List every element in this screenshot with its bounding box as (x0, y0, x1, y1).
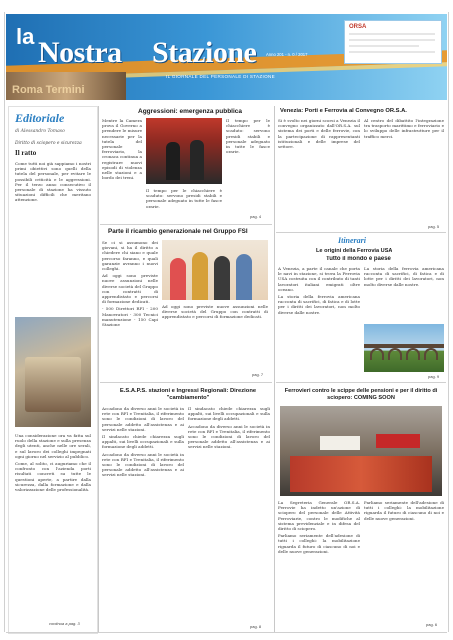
esaps-left-extra: Accadono da diverso anni le società in rete con RFI e Trenitalia, il riferimento sono le condizioni di lavoro del personale addetto all'assistenza e ai servizi nelle stazioni. (102, 451, 184, 478)
editorial-photo (15, 317, 91, 427)
strike-photo-banner (320, 436, 360, 450)
history-kicker: Itinerari (338, 236, 367, 245)
aggression-article (100, 106, 272, 225)
renewal-page-ref: pag. 7 (252, 372, 264, 377)
renewal-title: Parte il ricambio generazionale nel Gruppo FSI (108, 228, 248, 235)
venice-page-ref: pag. 5 (428, 224, 440, 229)
editorial-subtitle: Diritto di sciopero e sicurezza (15, 141, 82, 146)
renewal-list: - 500 Direttori RFI - 200 Manovratori - 300 Tecnici manutenzione - 150 Capi Stazione (102, 306, 158, 328)
bridge-arch (406, 348, 420, 360)
esaps-article (100, 386, 272, 632)
masthead-strip-text: Roma Termini (12, 84, 85, 96)
editorial-paragraph-2: Una considerazione ora va fatta sul ruolo della stazione e sulla presenza degli utenti, anche nelle ore serali, e sul lavoro dei colleghi impegnati ogni giorno nel servizio al pubblico. (15, 433, 91, 459)
strike-title: Ferrovieri contro le scippe delle pensioni e per il diritto di sciopero: COMING SOON (284, 388, 438, 401)
history-subtitle: Tutto il mondo è paese (326, 256, 391, 262)
renewal-photo-person (192, 252, 208, 300)
strike-text-left (278, 500, 360, 626)
bridge-arch (370, 348, 384, 360)
orsa-box-line (349, 33, 435, 35)
editorial-heading: Il ratto (15, 149, 37, 157)
bridge-arch (424, 348, 438, 360)
column-separator (274, 106, 275, 632)
venice-article (276, 106, 446, 233)
strike-photo-crowd (290, 456, 432, 492)
esaps-paragraph-2: Il sindacato chiede chiarezza sugli appalti, sui livelli occupazionali e sulla formazione degli addetti. (102, 434, 184, 450)
aggression-text-right (226, 118, 270, 210)
aggression-page-ref: pag. 4 (250, 214, 262, 219)
editorial-kicker: Editoriale (15, 111, 65, 125)
editorial-column (8, 106, 98, 634)
editorial-paragraph-1: Come tutti noi già sappiamo i nostri primi obiettivi sono quelli della tutela del personale, per evitare le possibili criticità e le aggressioni. Per il terzo anno consecutivo il personale di stazione ha vissuto situazioni difficili che meritano attenzione. (15, 161, 91, 203)
aggression-photo (146, 118, 222, 184)
orsa-box-line (349, 39, 435, 41)
venice-paragraph-1: Si è svolto nei giorni scorsi a Venezia il convegno organizzato dall'OR.S.A. sul sistema dei porti e delle ferrovie, con la partecipazione di rappresentanti istituzionali e delle imprese del settore. (278, 118, 360, 150)
aggression-photo-figure (166, 142, 180, 180)
renewal-paragraph-1: Se ci si assumono dei giovani, si ha il diritto a chiedere chi siano e quale percorso faranno, e quali garanzie avranno i nuovi colleghi. (102, 240, 158, 272)
editorial-photo-subject (25, 357, 81, 412)
strike-paragraph-2: Parliamo seriamente dell'adesione di tutti i colleghi: la mobilitazione riguarda il futuro di ciascuno di noi e delle nuove generazioni. (364, 500, 444, 521)
masthead-subtitle: IL GIORNALE DEL PERSONALE DI STAZIONE (166, 74, 275, 79)
renewal-photo (162, 240, 268, 300)
editorial-text-top (15, 161, 91, 311)
history-page-ref: pag. 9 (428, 374, 440, 379)
editorial-text-bottom (15, 433, 91, 613)
orsa-box-line (349, 45, 419, 47)
strike-photo (280, 406, 442, 496)
history-paragraph-2: La storia della ferrovia americana racconta di sacrifici, di fatica e di lotte per i diritti dei lavoratori, non molto diverse dalle nostre. (364, 266, 444, 287)
column-separator (98, 106, 99, 632)
strike-text-right (364, 500, 444, 620)
renewal-paragraph-2: Ad oggi sono previste nuove assunzioni nelle diverse società del Gruppo con contratti di apprendistato e percorsi di formazione dedicati. (102, 273, 158, 305)
left-frame-line (4, 12, 5, 632)
aggression-text-under (146, 188, 222, 214)
esaps-title: E.S.A.P.S. stazioni e Ingressi Regionali: Direzione "cambiamento" (119, 388, 257, 401)
right-frame-line (448, 12, 449, 632)
strike-page-ref: pag. 6 (426, 622, 438, 627)
aggression-paragraph-1: Mentre la Camera prova il Governo a prendere le misure necessarie per la tutela del personale ferroviario, la cronaca continua a registrare nuovi episodi di violenza nelle stazioni e a bordo dei treni. (102, 118, 142, 181)
strike-photo-flag (376, 434, 420, 448)
venice-title: Venezia: Porti e Ferrovia al Convegno OR.S.A. (280, 108, 407, 114)
aggression-photo-figure (190, 140, 204, 180)
renewal-photo-person (236, 254, 252, 300)
esaps-text-right (188, 406, 270, 624)
renewal-photo-person (214, 256, 230, 300)
masthead-la: la (16, 24, 35, 49)
editorial-paragraph-3: Come, al solito, ci auguriamo che il confronto con l'azienda porti risultati concreti su tutte le questioni aperte, a partire dalla sicurezza, dalla formazione e dalla valorizzazione delle professionalità. (15, 461, 91, 493)
strike-left-extra: Parliamo seriamente dell'adesione di tutti i colleghi: la mobilitazione riguarda il futuro di ciascuno di noi e delle nuove generazioni. (278, 533, 360, 554)
renewal-right-text: Ad oggi sono previste nuove assunzioni nelle diverse società del Gruppo con contratti di apprendistato e percorsi di formazione dedicati. (162, 304, 268, 320)
history-text-left (278, 266, 360, 374)
bridge-arch (388, 348, 402, 360)
renewal-text-right (162, 304, 268, 370)
history-bridge-photo (364, 324, 444, 372)
renewal-photo-person (170, 258, 186, 300)
history-paragraph-1: A Venezia, a parte il canale che porta le navi in stazione, si trova la Ferrovia USA costruita con il contributo di tanti lavoratori italiani emigrati oltre oceano. (278, 266, 360, 292)
bottom-frame-line (6, 632, 447, 633)
esaps-page-ref: pag. 8 (250, 624, 262, 629)
aggression-title: Aggressioni: emergenza pubblica (138, 108, 243, 115)
esaps-paragraph-1: Accadono da diverso anni le società in rete con RFI e Trenitalia, il riferimento sono le condizioni di lavoro del personale addetto all'assistenza e ai servizi nelle stazioni. (102, 406, 184, 432)
esaps-text-left (102, 406, 184, 624)
aggression-text-left (102, 118, 142, 210)
venice-text-right (364, 118, 444, 224)
history-article (276, 236, 446, 383)
masthead-orsa-box (344, 20, 442, 64)
renewal-text-left (102, 240, 158, 376)
strike-paragraph-1: La Segreteria Generale OR.S.A. Ferrovie ha indetto un'azione di sciopero del personale delle Attività Ferroviarie, contro le modifiche al sistema previdenziale e in difesa del diritto di sciopero. (278, 500, 360, 532)
history-title: Le origini della Ferrovia USA (316, 248, 393, 254)
venice-paragraph-2: Al centro del dibattito l'integrazione tra trasporto marittimo e ferroviario e lo sviluppo delle infrastrutture per il traffico merci. (364, 118, 444, 139)
masthead-title-nostra: Nostra (38, 36, 122, 69)
history-text-right (364, 266, 444, 322)
orsa-box-title: ORSA (349, 24, 367, 30)
aggression-under-text: Il tempo per le chiacchiere è scaduto: servono presidi stabili e personale adeguato in tutte le fasce orarie. (146, 188, 222, 209)
masthead-title-stazione: Stazione (152, 36, 257, 69)
renewal-article (100, 228, 272, 383)
strike-article (276, 386, 446, 632)
masthead (6, 14, 447, 100)
editorial-page-ref: continua a pag. 3 (49, 621, 80, 626)
editorial-byline: di Alessandro Tomaso (15, 129, 65, 134)
esaps-right-extra: Accadono da diverso anni le società in rete con RFI e Trenitalia, il riferimento sono le condizioni di lavoro del personale addetto all'assistenza e ai servizi nelle stazioni. (188, 423, 270, 450)
aggression-paragraph-2: Il tempo per le chiacchiere è scaduto: servono presidi stabili e personale adeguato in tutte le fasce orarie. (226, 118, 270, 155)
history-left-extra: La storia della ferrovia americana racconta di sacrifici, di fatica e di lotte per i diritti dei lavoratori, non molto diverse dalle nostre. (278, 294, 360, 315)
masthead-issue: Anno 201 - n. 0 / 2017 (266, 52, 308, 57)
orsa-box-line (349, 51, 435, 53)
venice-text-left (278, 118, 360, 224)
esaps-right-text: Il sindacato chiede chiarezza sugli appalti, sui livelli occupazionali e sulla formazione degli addetti. (188, 406, 270, 422)
